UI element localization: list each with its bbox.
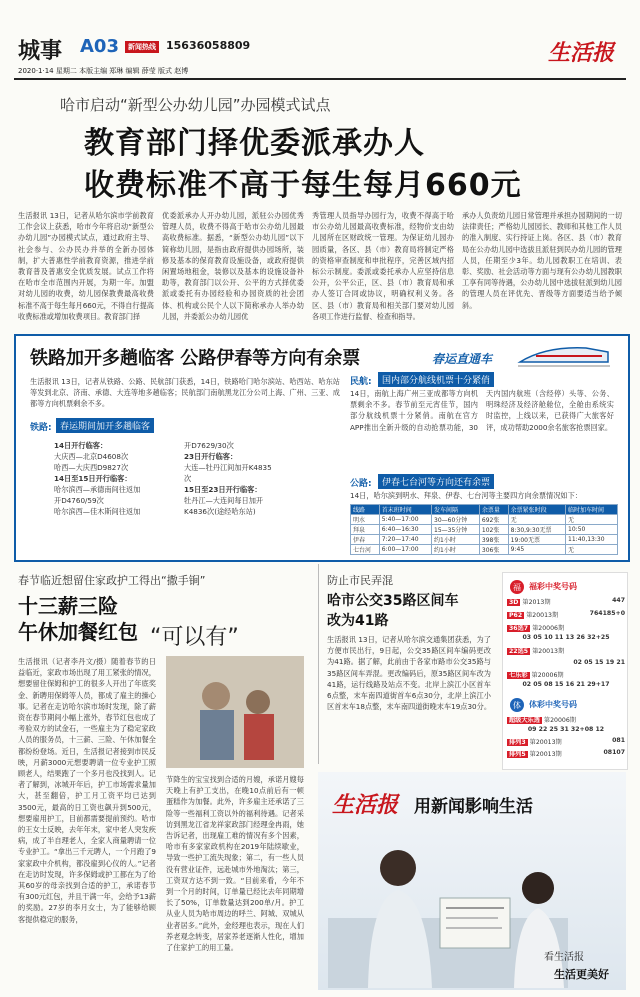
table-cell: 6:40—16:30 — [379, 525, 431, 535]
draw-number: 第20006期 — [531, 672, 564, 679]
winning-numbers: 447 — [612, 597, 625, 604]
schedule-line: 哈尔滨西—佳木斯间往返加 — [54, 507, 141, 516]
nanny-title-quote: “可以有” — [150, 625, 239, 650]
game-tag: 36选7 — [509, 625, 529, 632]
draw-number: 第20013期 — [532, 648, 565, 655]
sports-rows — [507, 715, 625, 765]
nanny-column-1: 生活报讯（记者李丹文/摄）随着春节的日益临近，家政市场出现了用工紧张的情况，想要留住保姆和护工的很多人开出了年底奖金、新聘用保姆等人员，都成了雇主的操心事。记者在走访哈尔滨市场时发现，除了薪资在春节期间小幅上涨外，春节红包也成了考验双方的试金石，一些雇主为了稳定家政人员的服务员，十三薪、三险、午休加餐全都纷纷登场。近日，生活报记者接到市民反映，月薪3000元想要聘请一位专业护工照顾老人，结果跑了一个多月也没找到人。记者了解到，冰城开年后，护工市场需求量加大，甚至翻倍，护工月工资平均已达到3500元，最高的日工资也飙升到500元，想要雇用护工，目前都需要提前预约。哈市的王女士反映，去年年末，家中老人突发疾病，成了半自理老人，全家人商量聘请一位专业护工。“拿出三千元聘人，一个月跑了9家家政中介机构，都没雇到心仪的人。”记者在走访时发现，许多保姆或护工都在为了给其60岁的母亲找到合适的护工，承诺春节有300元红包，并且干满一年，会给予13薪的奖励。27岁的李月女士，为了能够给顾客提供稳定的服务， — [18, 657, 156, 924]
draw-number: 第20006期 — [543, 717, 576, 724]
table-cell: 19:00无票 — [508, 535, 565, 545]
nanny-title-2: 午休加餐红包 — [18, 620, 138, 644]
table-header-cell: 临时加车时间 — [566, 505, 618, 515]
schedule-line: 哈西—大庆西D9827次 — [54, 463, 129, 472]
table-header-row — [351, 505, 618, 515]
table-cell: 伊春 — [351, 535, 380, 545]
ad-slogan-1: 看生活报 — [544, 952, 584, 963]
draw-number: 第20013期 — [526, 612, 559, 619]
schedule-heading: 23日开行临客： — [184, 452, 238, 461]
lottery-row — [507, 646, 625, 659]
table-header-cell: 首末班时间 — [379, 505, 431, 515]
lottery-row — [507, 623, 625, 634]
section-title: 城事 — [18, 38, 63, 64]
winning-numbers: 09 22 25 31 32+08 12 — [527, 726, 605, 733]
lottery-row — [507, 597, 625, 610]
lottery-box — [502, 572, 628, 770]
dateline: 2020·1·14 星期二 本版主编 郑琳 编辑 薛莹 版式 赵博 — [18, 67, 189, 75]
table-cell: 无 — [508, 515, 565, 525]
schedule-heading: 14日开行临客： — [54, 441, 108, 450]
welfare-rows — [507, 597, 625, 687]
rail-schedule-left — [54, 440, 194, 517]
game-tag: 七乐彩 — [509, 672, 528, 679]
schedule-line: 开D4760/59次 — [54, 496, 104, 505]
table-cell: 6:00—17:00 — [379, 545, 431, 555]
lottery-row — [507, 749, 625, 761]
table-cell: 明水 — [351, 515, 380, 525]
lottery-row — [507, 610, 625, 623]
winning-numbers: 03 05 10 11 13 26 32+25 — [522, 634, 610, 641]
table-cell: 102张 — [479, 525, 508, 535]
page-number: A03 — [80, 36, 119, 57]
table-cell: 7:20—17:40 — [379, 535, 431, 545]
draw-number: 第20006期 — [532, 625, 565, 632]
road-intro: 14日，哈尔滨到明水、拜泉、伊春、七台河等主要四方向余票情况如下： — [350, 491, 582, 500]
road-section-title: 伊春七台河等方向还有余票 — [378, 474, 494, 489]
masthead-logo: 生活报 — [548, 40, 615, 66]
lottery-row — [507, 737, 625, 749]
table-cell: 11:40,13:30 — [566, 535, 618, 545]
winning-numbers: 081 — [612, 737, 625, 744]
table-cell: 398张 — [479, 535, 508, 545]
lead-column-2: 优委派承办人开办幼儿园，派驻公办园优秀管理人员，收费不得高于哈市公办幼儿园最高收费标准。据悉，“新型公办幼儿园”以下简称幼儿园，是指由政府提供办园场所，装修及基本的保育教育设施设备，或政府提供闲置场地租金，装修以及基本的设施设备补助等，教育部门以公开、公平的方式择优委派或委托有办园经验和办园资质的社会团体、机构或公民个人以下简称承办人举办幼儿园，并委派公办幼儿园优 — [162, 211, 304, 321]
table-cell: 无 — [566, 515, 618, 525]
draw-number: 第20013期 — [529, 751, 562, 758]
winning-numbers: 08107 — [603, 749, 625, 756]
table-cell: 约1小时 — [432, 545, 480, 555]
air-section-title: 国内部分航线机票十分紧俏 — [378, 372, 494, 387]
sports-lottery-title: 体彩中奖号码 — [529, 700, 577, 709]
schedule-line: 大连—牡丹江间加开K4835 — [184, 463, 272, 472]
nanny-story — [0, 564, 312, 994]
table-cell: 9:45 — [508, 545, 565, 555]
table-cell: 30—60分钟 — [432, 515, 480, 525]
table-header-cell: 余票紧张时段 — [508, 505, 565, 515]
lottery-row — [507, 715, 625, 726]
hotline-label: 新闻热线 — [125, 41, 159, 53]
svg-text:福: 福 — [513, 583, 521, 592]
draw-number: 第20013期 — [529, 739, 562, 746]
lead-column-4: 承办人负责幼儿园日常管理并承担办园期间的一切法律责任；严格幼儿园园长、教师和其他工作人员的准入制度、实行持证上岗。各区、县（市）教育局在公办幼儿园中选拔且派驻到民办幼儿园的管理人员，任期至少3年。幼儿园教职工在培训、表彰、奖励、社会活动等方面与现有公办幼儿园教职工享有同等待遇，公办幼儿园中选拔驻派到幼儿园的管理人员在评优先、晋级等方面要适当给予倾斜。 — [462, 211, 622, 310]
table-cell: 无 — [566, 545, 618, 555]
table-header-cell: 线路 — [351, 505, 380, 515]
game-tag: 22选5 — [509, 648, 529, 655]
schedule-line: 牡丹江—大连间每日加开 — [184, 496, 264, 505]
nanny-title-1: 十三薪三险 — [18, 594, 118, 618]
game-tag: 3D — [509, 599, 519, 606]
table-row — [351, 545, 618, 555]
nanny-column-2: 节降生的宝宝找到合适的月嫂，承诺月嫂每天晚上有护工支出，在晚10点前后有一顿蛋糕作为加餐。此外，许多雇主还承诺了三险等一些福利工资以外的福利待遇。记者采访到黑龙江省龙祥家政部门经理金冉雨，她告诉记者，出现雇工难的情况有多个因素，哈市有多家家政机构在2019年陆续歇业，导致一些护工流失现象；第二，有一些人员没有营业证件，远赴城市外地淘汰；第三，工资双方达不到一致。“目前来看，今年不到一个月的时间，订单量已经比去年同期增长了50%，订单数量达到200单/月。护工从业人员为哈市周边的呼兰、阿城、双城从业者居多。”此外，金经理也表示，现在人们养老观念转变，居家养老逐渐人性化，增加了住家护工的用工量。 — [166, 775, 304, 953]
lead-kicker: 哈市启动“新型公办幼儿园”办园模式试点 — [60, 96, 331, 114]
spring-travel-badge: 春运直通车 — [432, 352, 493, 366]
lottery-row — [507, 670, 625, 681]
newspaper-ad — [318, 772, 626, 990]
winning-numbers: 02 05 15 19 21 — [573, 659, 625, 666]
table-cell: 306张 — [479, 545, 508, 555]
schedule-line: 大庆西—北京D4608次 — [54, 452, 129, 461]
sports-lottery-icon — [509, 697, 525, 713]
svg-text:体: 体 — [513, 701, 521, 710]
lead-headline-1: 教育部门择优委派承办人 — [84, 126, 425, 161]
welfare-lottery-title: 福彩中奖号码 — [529, 582, 577, 591]
table-cell: 七台河 — [351, 545, 380, 555]
lead-column-3: 秀管理人员指导办园行为，收费不得高于哈市公办幼儿园最高收费标准，经物价支由幼儿园所在区财政统一管理。为保证幼儿园办园质量，各区、县（市）教育局将制定严格的资格审查制度和申批程序，完善区域内招标公示制度。委派或委托承办人应坚持信息公开，公平公正，区、县（市）教育局和承办人签订合同或协议，明确权利义务。各区、县（市）教育局和相关部门要对幼儿园各项工作进行监督、检查和指导。 — [312, 211, 454, 321]
table-cell: 10:50 — [566, 525, 618, 535]
bus-body: 生活报讯 13日，记者从哈尔滨交通集团获悉，为了方便市民出行，9日起，公交35路区间车编码更改为41路。据了解，此前由于各家市路市公交35路与35路区间车弄混。更改编码后，原35路区间车改为41路，运行线路及站点不变。北岸上滨江小区首车6点整，末车南四道街首车6点30分，北岸上滨江小区首末车18点整，末车南四道街晚末车19点30分。 — [327, 635, 491, 712]
table-header-cell: 余票量 — [479, 505, 508, 515]
winning-numbers: 764185+0 — [589, 610, 625, 617]
ad-slogan-2: 生活更美好 — [554, 968, 609, 981]
table-cell: 5:40—17:00 — [379, 515, 431, 525]
ad-headline: 用新闻影响生活 — [414, 797, 533, 817]
rail-section-title: 春运期间加开多趟临客 — [56, 418, 154, 433]
draw-number: 第2013期 — [522, 599, 551, 606]
ad-logo: 生活报 — [332, 792, 399, 818]
air-label: 民航: — [350, 377, 372, 387]
bus-title-2: 改为41路 — [327, 613, 389, 629]
game-tag: P62 — [509, 612, 523, 619]
schedule-line: K4836次(途经哈东站) — [184, 507, 256, 516]
lead-column-1: 生活报讯 13日，记者从哈尔滨市学前教育工作会议上获悉，哈市今年将启动“新型公办幼儿园”办园模式试点，通过政府主导、社会参与、公办民办并举的全新办园体制，扩大普惠性学前教育资源，推进学前教育普及普惠安全优质发展。试点工作将在哈市全市范围内开展，为期一年。加盟对幼儿园的收费，幼儿园保教费最高收费标准不高于每生每月660元，不得自行提高收费标准或增加收费项目。教育部门择 — [18, 211, 154, 321]
table-row — [351, 515, 618, 525]
masthead-rule — [14, 78, 626, 80]
table-cell: 拜泉 — [351, 525, 380, 535]
table-cell: 692张 — [479, 515, 508, 525]
table-header-cell: 发车间隔 — [432, 505, 480, 515]
schedule-line: 开D7629/30次 — [184, 441, 234, 450]
hotline-number: 15636058809 — [166, 39, 251, 52]
ad-photo — [328, 828, 568, 988]
nanny-photo — [166, 656, 304, 768]
bus-story — [318, 564, 495, 764]
road-label: 公路: — [350, 479, 372, 489]
table-row — [351, 525, 618, 535]
bus-ticket-table — [350, 504, 618, 555]
rail-schedule-right — [184, 440, 334, 517]
game-tag: 排列3 — [509, 739, 526, 746]
rail-box — [14, 334, 630, 562]
rail-headline: 铁路加开多趟临客 公路伊春等方向有余票 — [30, 348, 361, 369]
lead-headline-2: 收费标准不高于每生每月660元 — [84, 168, 522, 203]
table-cell: 约1小时 — [432, 535, 480, 545]
game-tag: 超级大乐透 — [509, 717, 540, 724]
nanny-kicker: 春节临近想留住家政护工得出“撒手锏” — [18, 574, 206, 587]
winning-numbers: 02 05 08 15 16 21 29+17 — [522, 681, 610, 688]
table-cell: 15—35分钟 — [432, 525, 480, 535]
schedule-line: 次 — [184, 474, 192, 483]
schedule-heading: 15日至23日开行临客： — [184, 485, 262, 494]
bus-kicker: 防止市民弄混 — [327, 574, 393, 587]
schedule-heading: 14日至15日开行临客： — [54, 474, 132, 483]
lead-story — [0, 82, 640, 332]
game-tag: 排列5 — [509, 751, 526, 758]
masthead — [0, 0, 640, 82]
schedule-line: 哈尔滨西—承德南间往返加 — [54, 485, 141, 494]
welfare-lottery-icon — [509, 579, 525, 595]
rail-label: 铁路: — [30, 423, 52, 433]
air-body: 14日，南航上海广州三亚成都等方向机票剩余不多。春节前至元宵佳节，国内部分航线机票十分紧俏。南航在官方APP推出全新升级的自动抢票功能，30天内国内航班（含经停）头等、公务、明珠经济及经济舱舱位，全舱由系统实时监控，上线以来，已获得广大旅客好评，成功帮助2000余名旅客抢票回家。 — [350, 389, 614, 432]
table-cell: 8:30,9:30无票 — [508, 525, 565, 535]
train-icon — [516, 342, 612, 370]
bus-title-1: 哈市公交35路区间车 — [327, 593, 459, 609]
table-row — [351, 535, 618, 545]
rail-intro: 生活报讯 13日，记者从铁路、公路、民航部门获悉，14日，铁路哈门哈尔滨站、哈西站、哈东站等发到北京、济南、承德、大连等地多趟临客；民航部门南航黑龙江分公司上海、广州、三亚、成都等方向机票剩余不多。 — [30, 377, 340, 409]
